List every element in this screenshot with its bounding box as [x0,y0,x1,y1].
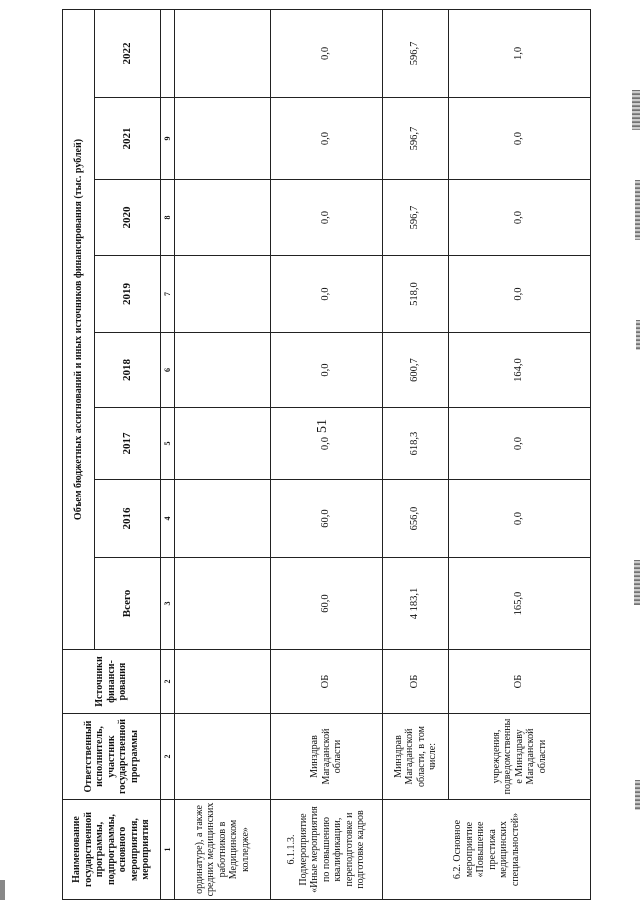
table-row [175,9,271,899]
index-cell: 4 [161,480,175,558]
index-cell: 3 [161,558,175,650]
row-value: 0,0 [271,333,383,408]
index-cell: 9 [161,98,175,180]
scan-artifact [635,780,640,810]
row-executor [175,714,271,800]
row-value: 656,0 [383,480,449,558]
index-cell [161,9,175,97]
index-cell: 6 [161,333,175,408]
index-cell: 1 [161,800,175,900]
table-row [383,9,449,899]
row-value [175,480,271,558]
table-row [271,9,383,899]
row-value: 0,0 [271,180,383,256]
row-source: ОБ [271,650,383,714]
scan-artifact [636,320,640,350]
scan-artifact [632,90,640,130]
row-value: 1,0 [449,9,591,97]
row-value: 0,0 [271,408,383,480]
header-year-2016: 2016 [95,480,161,558]
row-total: 4 183,1 [383,558,449,650]
row-value: 0,0 [449,98,591,180]
row-source: ОБ [383,650,449,714]
row-total [175,558,271,650]
row-value [175,9,271,97]
funding-table-container [62,10,590,900]
header-year-2020: 2020 [95,180,161,256]
index-cell: 2 [161,714,175,800]
row-value [175,256,271,333]
page-number: 51 [315,419,330,433]
index-cell: 7 [161,256,175,333]
index-row [161,9,175,899]
row-value [175,98,271,180]
row-value: 0,0 [449,180,591,256]
row-value: 0,0 [271,9,383,97]
row-value: 0,0 [271,256,383,333]
row-value [175,408,271,480]
header-year-2019: 2019 [95,256,161,333]
header-year-2017: 2017 [95,408,161,480]
row-name: 6.2. Основное мероприятие «Повышение престижа медицинских специальностей» [383,800,591,900]
header-executor: Ответственный исполнитель, участник государственной программы [63,714,161,800]
table-row [449,9,591,899]
row-value: 0,0 [271,98,383,180]
row-value: 164,0 [449,333,591,408]
header-source: Источники финанси-рования [63,650,161,714]
row-executor: Минздрав Магаданской области [271,714,383,800]
row-value: 596,7 [383,9,449,97]
scan-artifact [634,560,640,605]
row-name: 6.1.1.3. Подмероприятие «Иные мероприятия по повышению квалификации, переподготовке и подготовке кадров [271,800,383,900]
index-cell: 2 [161,650,175,714]
row-value: 0,0 [449,480,591,558]
row-value: 0,0 [449,256,591,333]
header-name: Наименование государственной программы, подпрограммы, основного мероприятия, мероприятия [63,800,161,900]
header-year-2018: 2018 [95,333,161,408]
header-total: Всего [95,558,161,650]
header-row-top [63,9,95,899]
row-executor: Минздрав Магаданской области, в том числе: [383,714,449,800]
row-value: 60,0 [271,480,383,558]
row-value: 0,0 [449,408,591,480]
row-value: 618,3 [383,408,449,480]
row-total: 60,0 [271,558,383,650]
row-value [175,180,271,256]
funding-table [62,9,591,900]
header-year-2021: 2021 [95,98,161,180]
header-funding-group: Объем бюджетных ассигнований и иных источников финансирования (тыс. рублей) [63,9,95,649]
index-cell: 5 [161,408,175,480]
scan-artifact [0,880,5,900]
row-executor: учреждения, подведомственны е Минздраву Магаданской области [449,714,591,800]
row-name: ординатуре), а также средних медицинских работников в Медицинском колледже» [175,800,271,900]
row-value: 518,0 [383,256,449,333]
row-source [175,650,271,714]
row-value: 600,7 [383,333,449,408]
row-source: ОБ [449,650,591,714]
header-year-2022: 2022 [95,9,161,97]
row-value [175,333,271,408]
row-total: 165,0 [449,558,591,650]
row-value: 596,7 [383,98,449,180]
scan-artifact [635,180,640,240]
index-cell: 8 [161,180,175,256]
row-value: 596,7 [383,180,449,256]
